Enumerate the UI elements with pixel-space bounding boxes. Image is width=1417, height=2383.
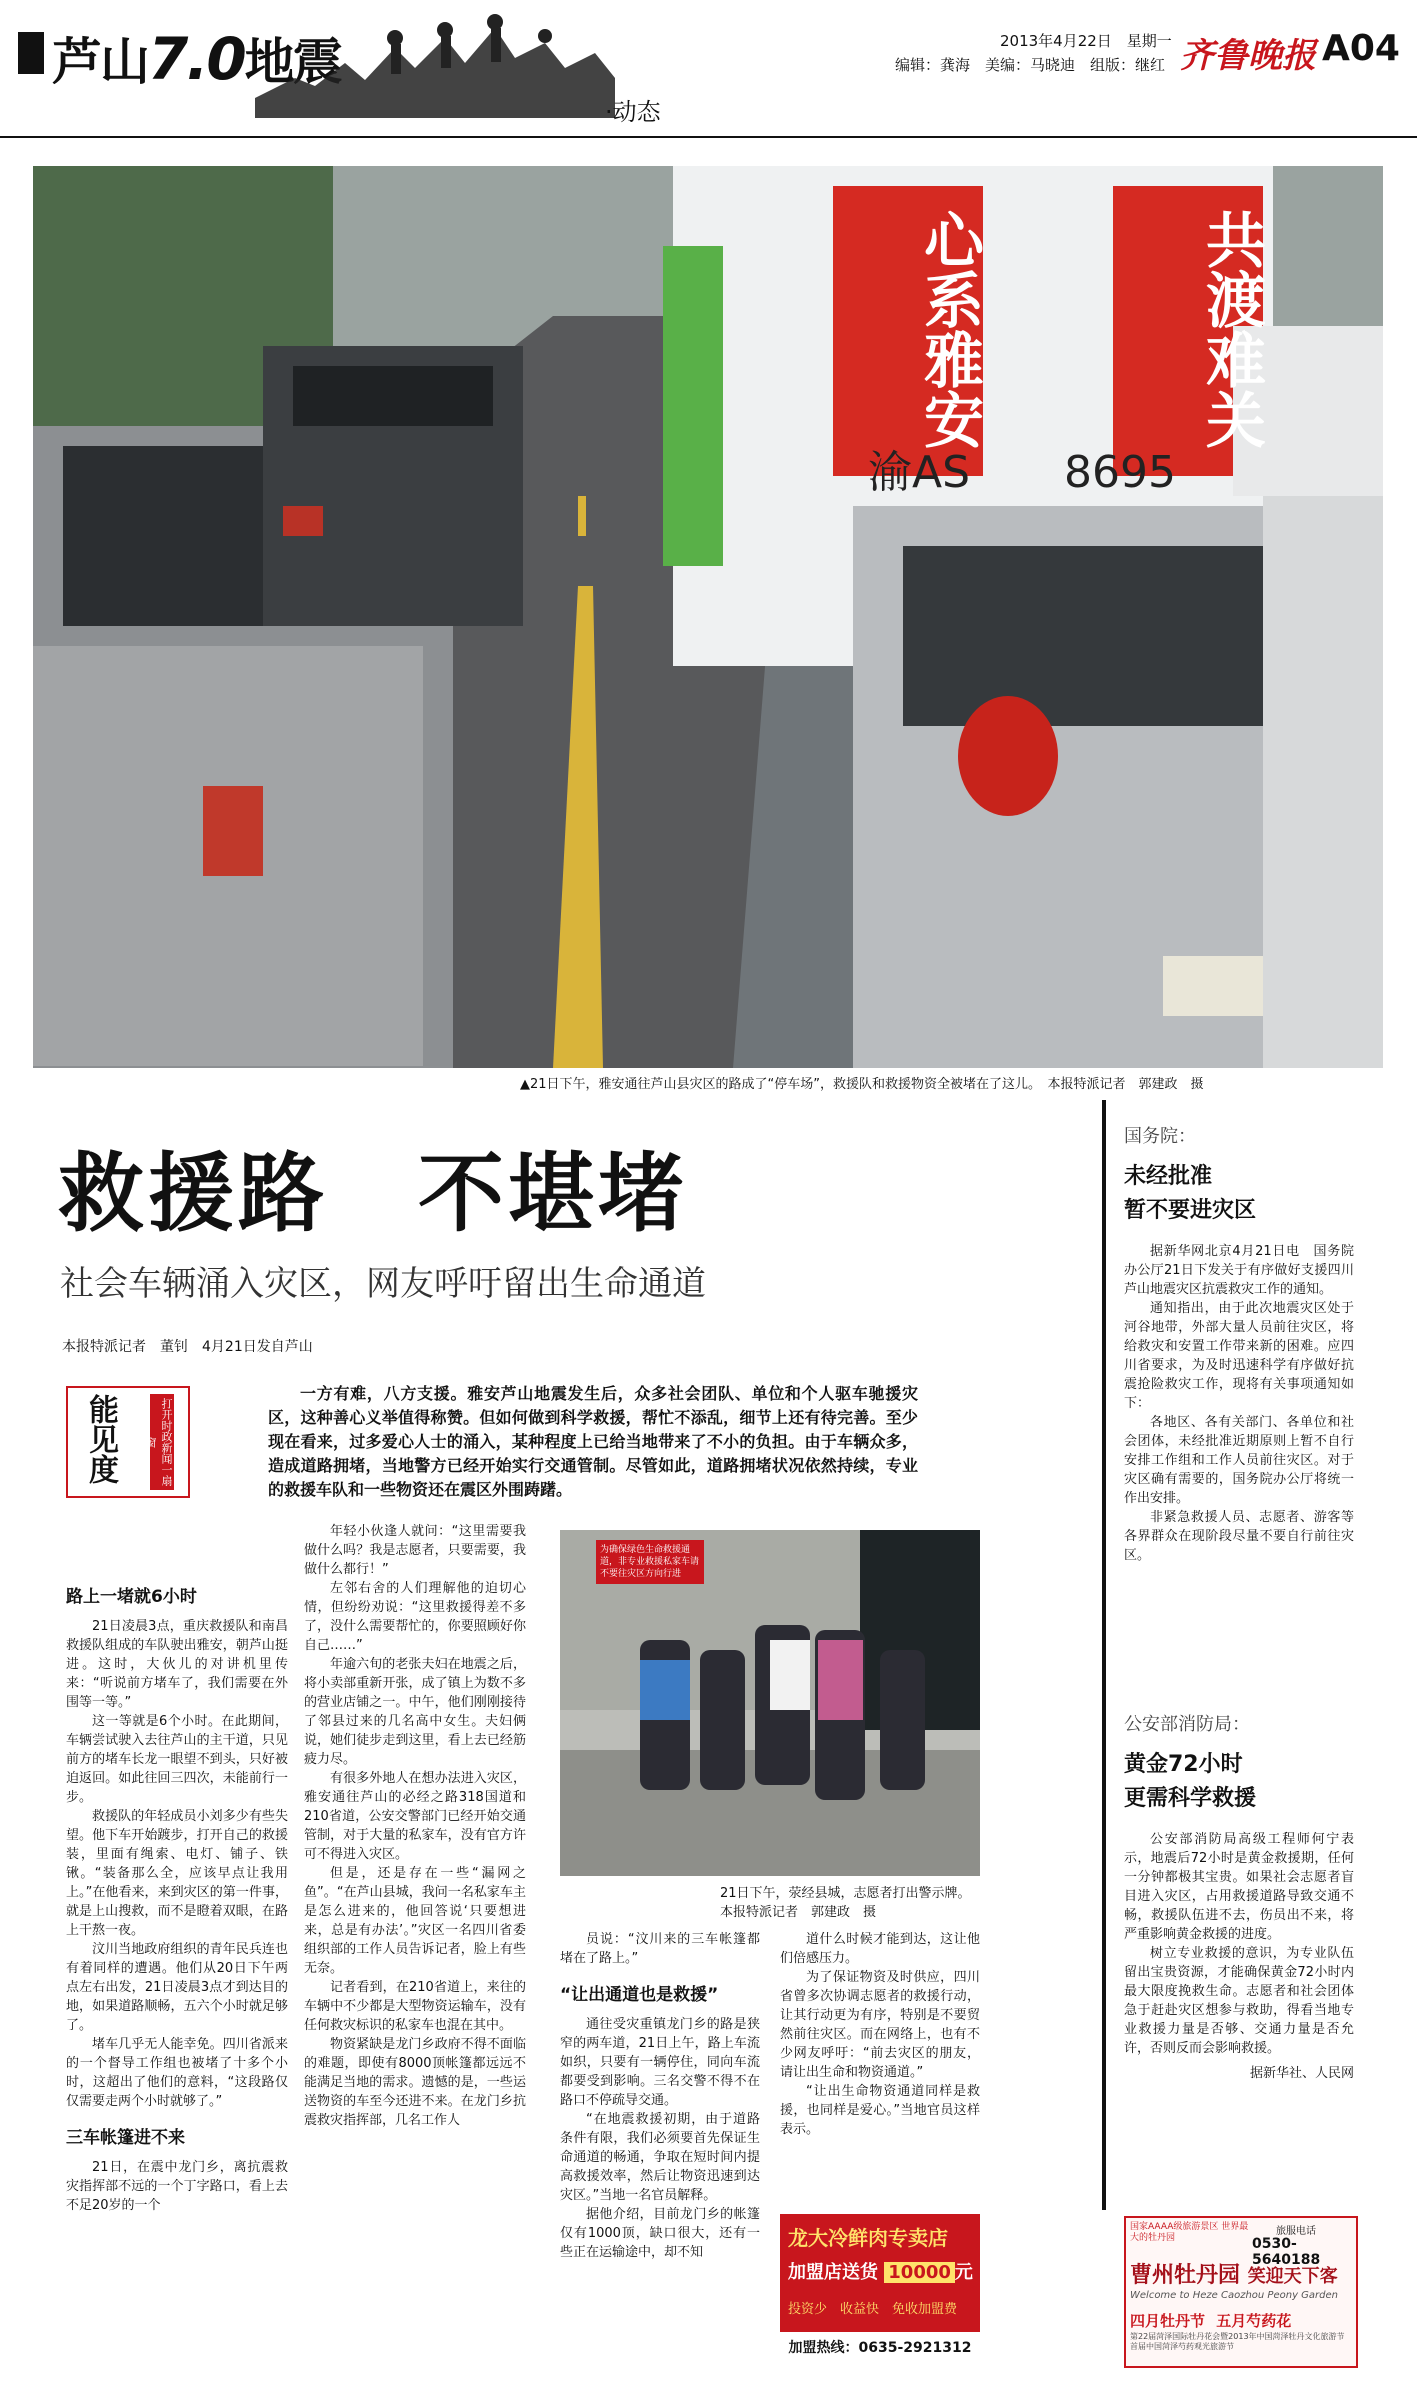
paragraph: 但是，还是存在一些“漏网之鱼”。“在芦山县城，我问一名私家车主是怎么进来的，他回答说‘只要想进来，总是有办法’。”灾区一名四川省委组织部的工作人员告诉记者，脸上有些无奈。 — [304, 1866, 526, 1976]
paragraph: 记者看到，在210省道上，来往的车辆中不少都是大型物资运输车，没有任何救灾标识的私家车也混在其中。 — [304, 1980, 526, 2033]
sidebar1-headline-2: 暂不要进灾区 — [1124, 1198, 1257, 1223]
truck-plate-number: 8695 — [1064, 447, 1177, 498]
ad-caozhou-peony — [1124, 2216, 1358, 2368]
ad-longda-meat — [780, 2214, 980, 2364]
ad2-phone-label: 旅服电话 — [1276, 2226, 1316, 2237]
masthead — [0, 0, 1417, 140]
sidebar2-headline-2: 更需科学救援 — [1124, 1786, 1257, 1811]
paragraph: 据他介绍，目前龙门乡的帐篷仅有1000顶，缺口很大，还有一些正在运输途中，却不知 — [560, 2207, 760, 2260]
ad2-bottom-b: 五月芍药花 — [1216, 2312, 1292, 2330]
ad1-phone: 加盟热线：0635-2921312 — [780, 2332, 980, 2364]
ad2-title — [1130, 2258, 1338, 2289]
ad2-welcome: Welcome to Heze Caozhou Peony Garden — [1130, 2290, 1338, 2301]
ad2-title-a: 曹州牡丹园 — [1130, 2263, 1241, 2288]
sidebar-divider — [1102, 1100, 1106, 2210]
masthead-rule — [0, 136, 1417, 138]
page-number: A04 — [1322, 28, 1400, 69]
truck-sign-left: 心系雅安 — [914, 209, 984, 449]
paragraph: 道什么时候才能到达，这让他们倍感压力。 — [780, 1932, 980, 1966]
section-sub: ·动态 — [605, 98, 661, 126]
ad1-offer — [788, 2258, 973, 2284]
ad1-sub: 投资少 收益快 免收加盟费 — [788, 2302, 958, 2317]
paragraph: 年逾六旬的老张夫妇在地震之后，将小卖部重新开张，成了镇上为数不多的营业店铺之一。中午，他们刚刚接待了邻县过来的几名高中女生。夫妇俩说，她们徒步走到这里，看上去已经筋疲力尽。 — [304, 1657, 526, 1767]
paragraph: 21日凌晨3点，重庆救援队和南昌救援队组成的车队驶出雅安，朝芦山挺进。这时，大伙儿的对讲机里传来：“听说前方堵车了，我们需要在外围等一等。” — [66, 1619, 288, 1710]
column-badge-side: 打开时政新闻一扇窗 — [150, 1394, 174, 1490]
paragraph: 21日，在震中龙门乡，离抗震救灾指挥部不远的一个丁字路口，看上去不足20岁的一个 — [66, 2160, 288, 2213]
truck-plate-prefix: 渝AS — [868, 447, 971, 498]
paragraph: 汶川当地政府组织的青年民兵连也有着同样的遭遇。他们从20日下午两点左右出发，21日凌晨3点才到达目的地，如果道路顺畅，五六个小时就足够了。 — [66, 1942, 288, 2033]
volunteer-photo-caption: 21日下午，荥经县城，志愿者打出警示牌。 本报特派记者 郭建政 摄 — [720, 1886, 978, 1920]
masthead-soldiers-silhouette — [255, 8, 615, 118]
sidebar-paragraph: 非紧急救援人员、志愿者、游客等各界群众在现阶段尽量不要自行前往灾区。 — [1124, 1510, 1354, 1563]
ad2-top: 国家AAAA级旅游景区 世界最大的牡丹园 — [1130, 2222, 1249, 2243]
truck-sign-right: 共渡难关 — [1196, 209, 1266, 449]
section-subheading: 三车帐篷进不来 — [66, 2128, 185, 2148]
sidebar1-body — [1124, 1242, 1354, 1565]
sidebar2-headline-1: 黄金72小时 — [1124, 1752, 1243, 1777]
section-subheading: “让出通道也是救援” — [560, 1985, 719, 2005]
column-badge-title: 能见度 — [83, 1394, 118, 1484]
paragraph: 通往受灾重镇龙门乡的路是狭窄的两车道，21日上午，路上车流如织，只要有一辆停住，同向车流都要受到影响。三名交警不得不在路口不停疏导交通。 — [560, 2017, 760, 2108]
paragraph: 这一等就是6个小时。在此期间，车辆尝试驶入去往芦山的主干道，只见前方的堵车长龙一眼望不到头，只好被迫返回。如此往回三四次，未能前行一步。 — [66, 1714, 288, 1805]
paragraph: 员说：“汶川来的三车帐篷都堵在了路上。” — [560, 1932, 760, 1966]
volunteer-photo — [560, 1530, 980, 1876]
paragraph: 堵车几乎无人能幸免。四川省派来的一个督导工作组也被堵了十多个小时，这超出了他们的意料，“这段路仅仅需要走两个小时就够了。” — [66, 2037, 288, 2109]
column-badge — [66, 1386, 190, 1498]
section-title-a: 芦山 — [52, 33, 148, 91]
article-column-4 — [780, 1930, 980, 2139]
paragraph: 有很多外地人在想办法进入灾区，雅安通往芦山的必经之路318国道和210省道，公安交警部门已经开始交通管制，对于大量的私家车，没有官方许可不得进入灾区。 — [304, 1771, 526, 1862]
sidebar-paragraph: 树立专业救援的意识，为专业队伍留出宝贵资源，才能确保黄金72小时内最大限度挽救生命。志愿者和社会团体急于赶赴灾区想参与救助，得看当地专业救援力量是否够、交通力量是否允许，否则反而会影响救援。 — [1124, 1946, 1354, 2056]
ad2-bottom-a: 四月牡丹节 — [1130, 2312, 1206, 2330]
paragraph: “在地震救援初期，由于道路条件有限，我们必须要首先保证生命通道的畅通，争取在短时间内提高救援效率，然后让物资迅速到达灾区。”当地一名官员解释。 — [560, 2112, 760, 2203]
ad1-amount: 10000 — [884, 2262, 955, 2283]
article-byline: 本报特派记者 董钊 4月21日发自芦山 — [62, 1339, 313, 1355]
date-line: 2013年4月22日 星期一 — [1000, 32, 1172, 50]
article-column-1 — [66, 1570, 288, 2215]
ad2-bottom — [1130, 2310, 1291, 2331]
ad2-title-b: 笑迎天下客 — [1247, 2266, 1338, 2287]
ad2-phone: 0530-5640188 — [1252, 2236, 1321, 2268]
editor-line: 编辑：龚海 美编：马晓迪 组版：继红 — [895, 56, 1166, 74]
section-title-c: 地震 — [244, 33, 341, 91]
sidebar-paragraph: 通知指出，由于此次地震灾区处于河谷地带，外部大量人员前往灾区，将给救灾和安置工作带来新的困难。应四川省要求，为及时迅速科学有序做好抗震抢险救灾工作，现将有关事项通知如下： — [1124, 1301, 1354, 1411]
paragraph: 物资紧缺是龙门乡政府不得不面临的难题，即使有8000顶帐篷都远远不能满足当地的需求。遗憾的是，一些运送物资的车至今还进不来。在龙门乡抗震救灾指挥部，几名工作人 — [304, 2037, 526, 2128]
ad1-title: 龙大冷鲜肉专卖店 — [788, 2226, 948, 2250]
article-lead: 一方有难，八方支援。雅安芦山地震发生后，众多社会团队、单位和个人驱车驰援灾区，这种善心义举值得称赞。但如何做到科学救援，帮忙不添乱，细节上还有待完善。至少现在看来，过多爱心人士的涌入，某种程度上已给当地带来了不小的负担。由于车辆众多，造成道路拥堵，当地警方已经开始实行交通管制。尽管如此，道路拥堵状况依然持续，专业的救援车队和一些物资还在震区外围踌躇。 — [268, 1384, 918, 1499]
article-column-3 — [560, 1930, 760, 2262]
sidebar2-body — [1124, 1830, 1354, 2058]
masthead-block — [18, 32, 44, 74]
main-photo — [33, 166, 1383, 1068]
paragraph: 为了保证物资及时供应，四川省曾多次协调志愿者的救援行动，让其行动更为有序，特别是不要贸然前往灾区。而在网络上，也有不少网友呼吁：“前去灾区的朋友，请让出生命和物资通道。” — [780, 1970, 980, 2080]
sidebar-paragraph: 据新华网北京4月21日电 国务院办公厅21日下发关于有序做好支援四川芦山地震灾区抗震救灾工作的通知。 — [1124, 1244, 1354, 1297]
main-photo-caption: ▲21日下午，雅安通往芦山县灾区的路成了“停车场”，救援队和救援物资全被堵在了这儿。 本报特派记者 郭建政 摄 — [520, 1077, 1204, 1092]
sidebar1-label: 国务院： — [1124, 1126, 1196, 1147]
sidebar-paragraph: 公安部消防局高级工程师何宁表示，地震后72小时是黄金救援期，任何一分钟都极其宝贵。如果社会志愿者盲目进入灾区，占用救援道路导致交通不畅，救援队伍进不去，伤员出不来，将严重影响黄金救援的进度。 — [1124, 1832, 1354, 1942]
paragraph: 左邻右舍的人们理解他的迫切心情，但纷纷劝说：“这里救援得差不多了，没什么需要帮忙的，你要照顾好你自己……” — [304, 1581, 526, 1653]
sidebar2-label: 公安部消防局： — [1124, 1714, 1250, 1735]
section-title-b: 7.0 — [148, 25, 245, 93]
sidebar-section-state-council — [1124, 1122, 1354, 1565]
paragraph: 救援队的年轻成员小刘多少有些失望。他下车开始踱步，打开自己的救援装，里面有绳索、电灯、铺子、铁锹。“装备那么全，应该早点让我用上。”在他看来，来到灾区的第一件事，就是上山搜救，而不是瞪着双眼，在路上干熬一夜。 — [66, 1809, 288, 1938]
sidebar-paragraph: 各地区、各有关部门、各单位和社会团体，未经批准近期原则上暂不自行安排工作组和工作人员前往灾区。对于灾区确有需要的，国务院办公厅将统一作出安排。 — [1124, 1415, 1354, 1506]
article-headline: 救援路 不堪堵 — [58, 1144, 688, 1244]
volunteer-warning-sign: 为确保绿色生命救援通道，非专业救援私家车请不要往灾区方向行进 — [596, 1540, 704, 1584]
ad1-unit: 元 — [954, 2262, 973, 2283]
paragraph: “让出生命物资通道同样是救援，也同样是爱心。”当地官员这样表示。 — [780, 2084, 980, 2137]
ad2-fine: 第22届菏泽国际牡丹花会暨2013年中国菏泽牡丹文化旅游节 首届中国菏泽芍药观光旅游节 — [1130, 2332, 1345, 2351]
paper-name: 齐鲁晚报 — [1180, 36, 1316, 76]
truck-plate — [868, 436, 1176, 500]
sidebar-section-fire-bureau — [1124, 1710, 1354, 2081]
ad1-offer-text: 加盟店送货 — [788, 2262, 878, 2283]
article-subhead: 社会车辆涌入灾区，网友呼吁留出生命通道 — [60, 1264, 706, 1304]
section-subheading: 路上一堵就6小时 — [66, 1587, 197, 1607]
sidebar2-source: 据新华社、人民网 — [1249, 2066, 1354, 2081]
paragraph: 年轻小伙逢人就问：“这里需要我做什么吗？我是志愿者，只要需要，我做什么都行！” — [304, 1524, 526, 1577]
sidebar1-headline-1: 未经批准 — [1124, 1164, 1213, 1189]
article-column-2 — [304, 1522, 526, 2130]
